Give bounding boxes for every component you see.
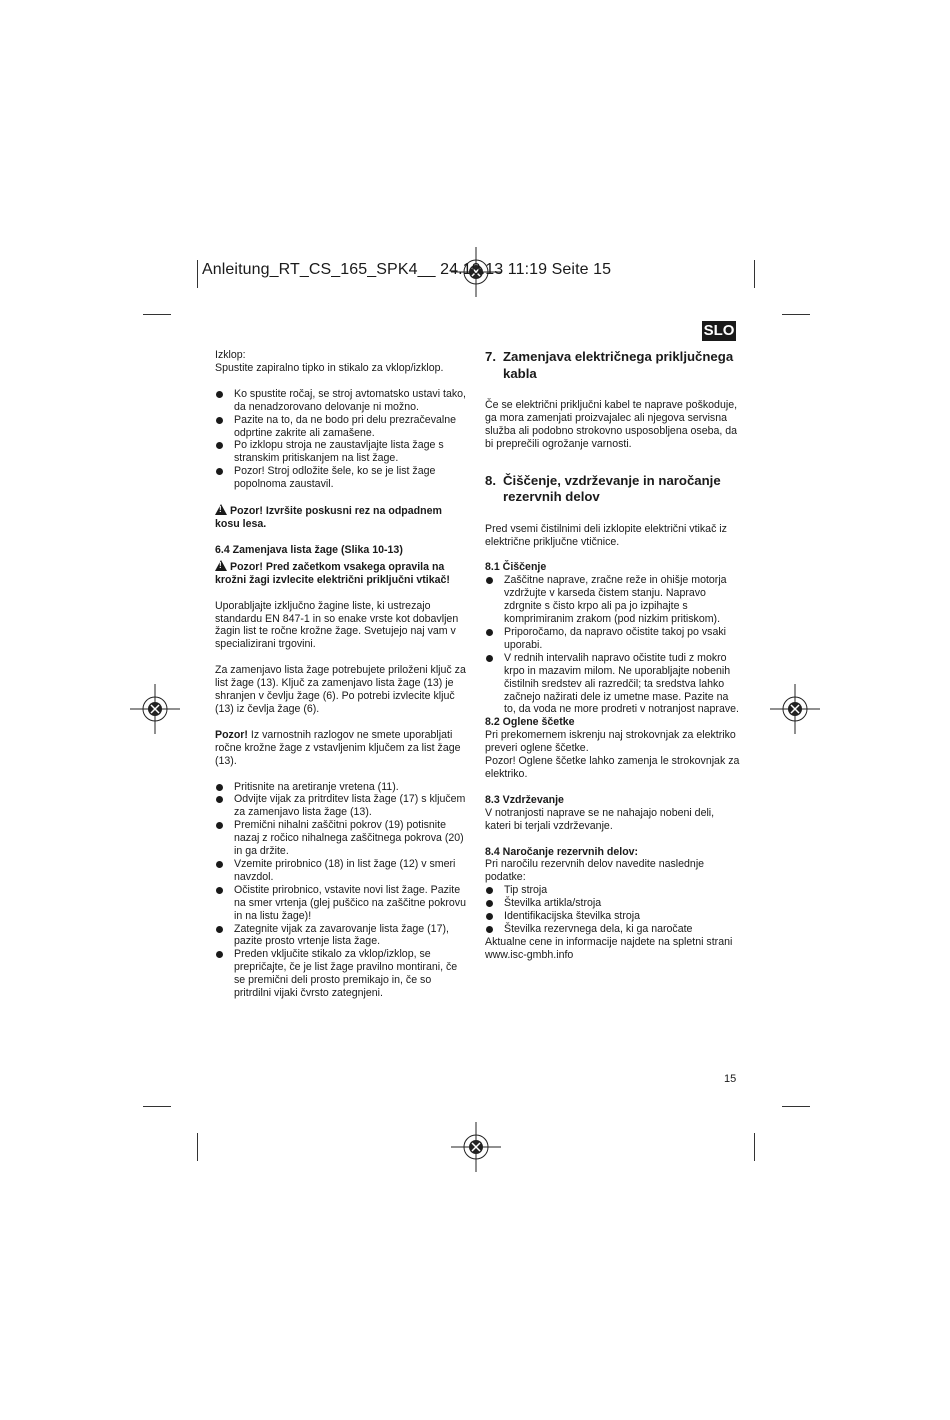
left-column: [215, 349, 467, 1000]
section-8-4-prices: Aktualne cene in informacije najdete na spletni strani: [485, 935, 733, 948]
print-header: Anleitung_RT_CS_165_SPK4__ 24.10.13 11:19 Seite 15: [202, 261, 612, 278]
paragraph: Za zamenjavo lista žage potrebujete priloženi ključ za list žage (13). Ključ za zamenjavo lista žage (13) je shranjen v čevlju žage (6). Po potrebi izvlecite ključ (13) iz čevlja žage (6).: [215, 664, 466, 715]
izklop-text: Spustite zapiralno tipko in stikalo za vklop/izklop.: [215, 361, 444, 374]
registration-mark-bottom: [451, 1122, 501, 1172]
bullet-list-order-data: [485, 884, 740, 936]
list-item: Vzemite prirobnico (18) in list žage (12) v smeri navzdol.: [215, 858, 467, 884]
warning-triangle-icon: [215, 504, 227, 515]
list-item: Po izklopu stroja ne zaustavljajte lista žage s stranskim pritiskanjem na list žage.: [215, 439, 467, 465]
bullet-list-switch-off: [215, 388, 467, 491]
crop-mark: [143, 1106, 171, 1107]
section-7-title: [485, 349, 740, 382]
list-item: Številka artikla/stroja: [485, 897, 740, 910]
section-8-text: Pred vsemi čistilnimi deli izklopite električni vtikač iz električne priključne vtičnice.: [485, 522, 727, 548]
list-item: Ko spustite ročaj, se stroj avtomatsko ustavi tako, da nenadzorovano delovanje ni možno.: [215, 388, 467, 414]
pozor-label: Pozor!: [215, 728, 248, 741]
section-8-1-title: 8.1 Čiščenje: [485, 561, 547, 574]
registration-mark-right: [770, 684, 820, 734]
section-title-text: Čiščenje, vzdrževanje in naročanje rezervnih delov: [503, 472, 721, 505]
section-number: 8.: [485, 472, 496, 488]
list-item: Tip stroja: [485, 884, 740, 897]
language-badge: SLO: [703, 322, 735, 339]
bullet-list-blade-change: [215, 781, 467, 1000]
website-url: www.isc-gmbh.info: [485, 948, 574, 961]
registration-mark-left: [130, 684, 180, 734]
warning-unplug: [215, 560, 467, 587]
bullet-list-cleaning: [485, 574, 740, 716]
paragraph: [215, 729, 467, 768]
crop-mark: [782, 1106, 810, 1107]
section-title-text: Zamenjava električnega priključnega kabla: [503, 349, 734, 381]
list-item: Pozor! Stroj odložite šele, ko se je list žage popolnoma zaustavil.: [215, 465, 467, 491]
crop-mark: [143, 314, 171, 315]
section-8-4-text: Pri naročilu rezervnih delov navedite naslednje podatke:: [485, 858, 705, 884]
section-7-text: Če se električni priključni kabel te naprave poškoduje, ga mora zamenjati proizvajalec ali njegova servisna služba ali podobno strokovno usposobljena oseba, da bi preprečili ogrožanje varnosti.: [485, 399, 738, 450]
izklop-title: Izklop:: [215, 349, 246, 361]
section-8-3-title: 8.3 Vzdrževanje: [485, 793, 564, 806]
paragraph: Uporabljajte izključno žagine liste, ki ustrezajo standardu EN 847-1 in so enake vrste kot dobavljen žagin list te ročne krožne žage. Svetujejo naj vam v specializirani trgovini.: [215, 599, 459, 651]
section-8-2-text: Pri prekomernem iskrenju naj strokovnjak za elektriko preveri oglene ščetke.: [485, 729, 736, 755]
warning-test-cut: [215, 504, 467, 531]
page-number: 15: [724, 1073, 737, 1085]
crop-mark: [754, 1133, 755, 1161]
right-column: [485, 349, 740, 962]
list-item: Številka rezervnega dela, ki ga naročate: [485, 923, 740, 936]
list-item: Zategnite vijak za zavarovanje lista žage (17), pazite prosto vrtenje lista žage.: [215, 923, 467, 949]
crop-mark: [782, 314, 810, 315]
warning-text: Pozor! Izvršite poskusni rez na odpadnem kosu lesa.: [215, 505, 442, 530]
list-item: Priporočamo, da napravo očistite takoj po vsaki uporabi.: [485, 626, 740, 652]
list-item: Pritisnite na aretiranje vretena (11).: [215, 781, 467, 794]
warning-triangle-icon: [215, 560, 227, 571]
crop-mark: [197, 260, 198, 288]
list-item: Identifikacijska številka stroja: [485, 910, 740, 923]
list-item: Premični nihalni zaščitni pokrov (19) potisnite nazaj z ročico nihalnega zaščitnega pokrova (20) in ga držite.: [215, 819, 467, 858]
section-8-2-title: 8.2 Oglene ščetke: [485, 716, 575, 729]
section-8-4-title: 8.4 Naročanje rezervnih delov:: [485, 845, 639, 858]
list-item: Zaščitne naprave, zračne reže in ohišje motorja vzdržujte v karseda čistem stanju. Napravo zdrgnite s čisto krpo ali pa jo izpihajte s komprimiranim zrakom (pod nizkim pritiskom).: [485, 574, 740, 626]
section-8-2-warning: Pozor! Oglene ščetke lahko zamenja le strokovnjak za elektriko.: [485, 755, 740, 780]
paragraph-text: Iz varnostnih razlogov ne smete uporabljati ročne krožne žage z vstavljenim ključem za list žage (13).: [215, 728, 461, 767]
list-item: V rednih intervalih napravo očistite tudi z mokro krpo in mazavim milom. Ne uporabljajte nobenih čistilnih sredstev ali razredčil; ta sredstva lahko začnejo nažirati dele iz umetne mase. Pazite na to, da voda ne more prodreti v notranjost naprave.: [485, 652, 740, 717]
section-6-4-title: 6.4 Zamenjava lista žage (Slika 10-13): [215, 543, 403, 556]
list-item: Pazite na to, da ne bodo pri delu prezračevalne odprtine zakrite ali zamašene.: [215, 414, 467, 440]
section-8-title: [485, 473, 740, 506]
section-8-3-text: V notranjosti naprave se ne nahajajo nobeni deli, kateri bi terjali vzdrževanje.: [485, 806, 715, 832]
crop-mark: [197, 1133, 198, 1161]
section-number: 7.: [485, 349, 496, 364]
list-item: Preden vključite stikalo za vklop/izklop, se prepričajte, če je list žage pravilno montirani, če se premični deli prosto premikajo in, če so pritrdilni vijaki čvrsto zategnjeni.: [215, 948, 467, 1000]
list-item: Odvijte vijak za pritrditev lista žage (17) s ključem za zamenjavo lista žage (13).: [215, 793, 467, 819]
warning-text: Pozor! Pred začetkom vsakega opravila na krožni žagi izvlecite električni priključni vtikač!: [215, 560, 450, 586]
list-item: Očistite prirobnico, vstavite novi list žage. Pazite na smer vrtenja (glej puščico na zaščitne pokrovu in na listu žage)!: [215, 884, 467, 923]
crop-mark: [754, 260, 755, 288]
